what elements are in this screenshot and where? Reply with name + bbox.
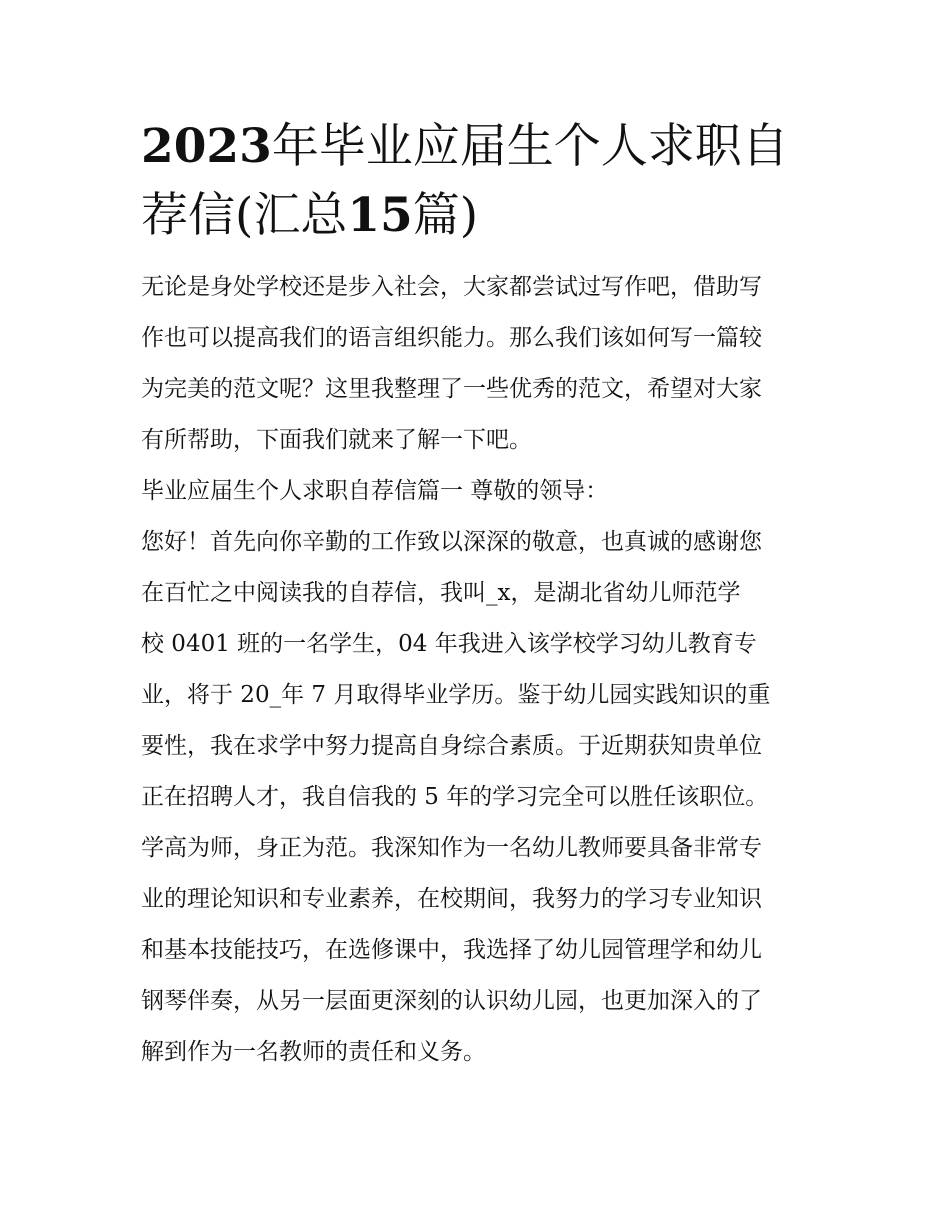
- text-line: 和基本技能技巧，在选修课中，我选择了幼儿园管理学和幼儿: [141, 937, 762, 963]
- document-title: [141, 112, 813, 250]
- text-line: 学高为师，身正为范。我深知作为一名幼儿教师要具备非常专: [141, 835, 762, 861]
- text-line: 正在招聘人才，我自信我的 5 年的学习完全可以胜任该职位。: [141, 784, 769, 810]
- text-line: 有所帮助，下面我们就来了解一下吧。: [141, 427, 532, 453]
- text-line: 解到作为一名教师的责任和义务。: [141, 1039, 486, 1065]
- title-text-2a: 荐信(汇总: [141, 188, 348, 243]
- text-line: 在百忙之中阅读我的自荐信，我叫_x，是湖北省幼儿师范学: [141, 580, 741, 606]
- title-year: 2023: [141, 119, 272, 174]
- text-line: 要性，我在求学中努力提高自身综合素质。于近期获知贵单位: [141, 733, 762, 759]
- text-line: 业，将于 20_年 7 月取得毕业学历。鉴于幼儿园实践知识的重: [141, 682, 771, 708]
- document-content: [141, 112, 813, 1078]
- text-line: 毕业应届生个人求职自荐信篇一 尊敬的领导：: [141, 478, 609, 504]
- text-line: 作也可以提高我们的语言组织能力。那么我们该如何写一篇较: [141, 325, 762, 351]
- document-body: [141, 262, 813, 1078]
- text-line: 为完美的范文呢？这里我整理了一些优秀的范文，希望对大家: [141, 376, 762, 402]
- title-line-1: [141, 119, 789, 174]
- text-line: 钢琴伴奏，从另一层面更深刻的认识幼儿园，也更加深入的了: [141, 988, 762, 1014]
- title-text-1: 年毕业应届生个人求职自: [271, 119, 789, 174]
- text-line: 校 0401 班的一名学生，04 年我进入该学校学习幼儿教育专: [141, 631, 757, 657]
- title-text-2b: 篇): [412, 188, 479, 243]
- text-line: 无论是身处学校还是步入社会，大家都尝试过写作吧，借助写: [141, 274, 762, 300]
- text-line: 业的理论知识和专业素养，在校期间，我努力的学习专业知识: [141, 886, 762, 912]
- title-count: 15: [347, 188, 413, 243]
- title-line-2: [141, 188, 478, 243]
- text-line: 您好！首先向你辛勤的工作致以深深的敬意，也真诚的感谢您: [141, 529, 762, 555]
